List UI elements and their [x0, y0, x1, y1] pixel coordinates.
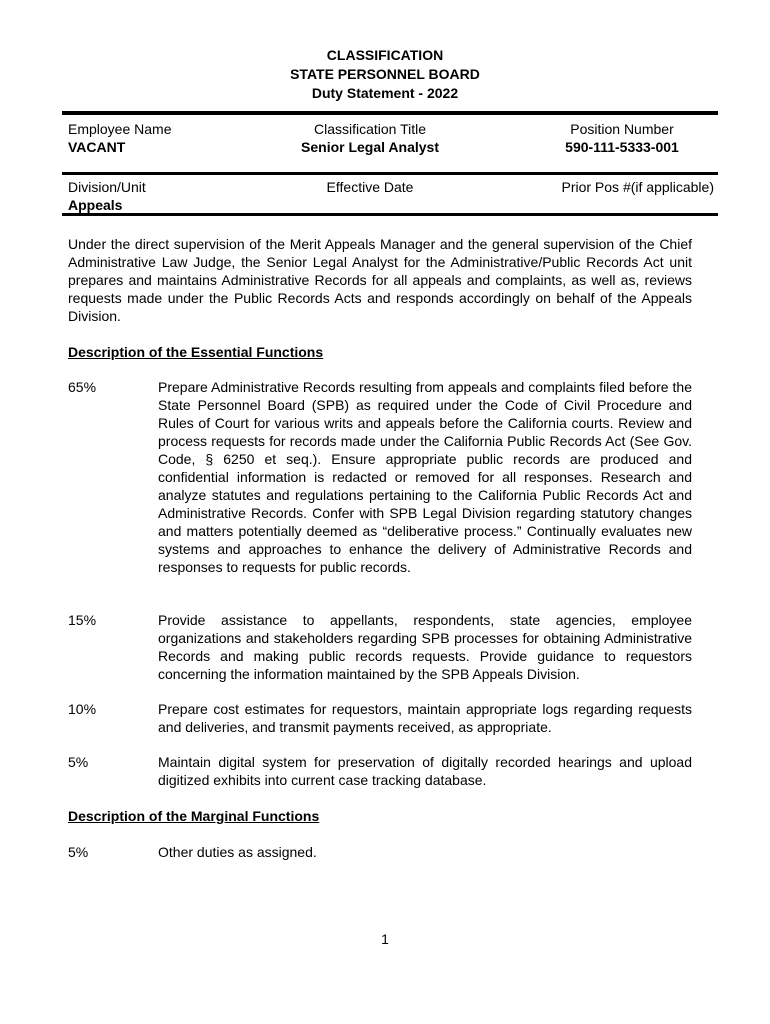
function-percent: 5% [68, 754, 89, 770]
position-number-label: Position Number [570, 121, 674, 137]
effective-date-label: Effective Date [326, 179, 414, 195]
function-description: Provide assistance to appellants, respondents, state agencies, employee organizations and stakeholders regarding SPB processes for obtaining Administrative Records and making public records requests. Provide guidance to requestors concerning the information maintained by the SPB Appeals Division. [158, 612, 692, 682]
header-board: STATE PERSONNEL BOARD [290, 66, 480, 82]
division-unit-label: Division/Unit [68, 179, 146, 195]
middle-rule [62, 172, 718, 175]
function-percent: 10% [68, 701, 97, 717]
function-description: Prepare cost estimates for requestors, maintain appropriate logs regarding requests and deliveries, and transmit payments received, as appropriate. [158, 701, 692, 735]
position-number-value: 590-111-5333-001 [565, 139, 679, 155]
marginal-function-description: Other duties as assigned. [158, 844, 317, 860]
header-duty-statement: Duty Statement - 2022 [311, 85, 459, 101]
classification-title-label: Classification Title [313, 121, 427, 137]
function-percent: 15% [68, 612, 97, 628]
classification-title-value: Senior Legal Analyst [301, 139, 439, 155]
marginal-functions-heading: Description of the Marginal Functions [68, 808, 320, 824]
header-classification: CLASSIFICATION [326, 47, 444, 63]
top-rule [62, 111, 718, 115]
function-description: Maintain digital system for preservation of digitally recorded hearings and upload digitized exhibits into current case tracking database. [158, 754, 692, 788]
employee-name-value: VACANT [68, 139, 126, 155]
division-unit-value: Appeals [68, 197, 123, 213]
essential-functions-heading: Description of the Essential Functions [68, 344, 324, 360]
employee-name-label: Employee Name [68, 121, 172, 137]
intro-paragraph: Under the direct supervision of the Merit Appeals Manager and the general supervision of the Chief Administrative Law Judge, the Senior Legal Analyst for the Administrative/Public Records Act unit prepares and maintains Administrative Records for all appeals and complaints, as well as, reviews requests made under the Public Records Acts and responds accordingly on behalf of the Appeals Division. [68, 236, 692, 324]
bottom-rule [62, 213, 718, 216]
function-description: Prepare Administrative Records resulting from appeals and complaints filed before the State Personnel Board (SPB) as required under the Code of Civil Procedure and Rules of Court for various writs and appeals before the California courts. Review and process requests for records made under the California Public Records Act (See Gov. Code, § 6250 et seq.). Ensure appropriate public records are produced and confidential information is redacted or removed for all responses. Research and analyze statutes and regulations pertaining to the California Public Records Act and Administrative Records. Confer with SPB Legal Division regarding statutory changes and matters potentially deemed as “deliberative process.” Continually evaluates new systems and approaches to enhance the delivery of Administrative Records and responses to requests for public records. [158, 379, 692, 575]
prior-pos-label: Prior Pos #(if applicable) [561, 179, 714, 195]
function-percent: 65% [68, 379, 97, 395]
marginal-function-percent: 5% [68, 844, 89, 860]
page-number: 1 [381, 931, 389, 947]
